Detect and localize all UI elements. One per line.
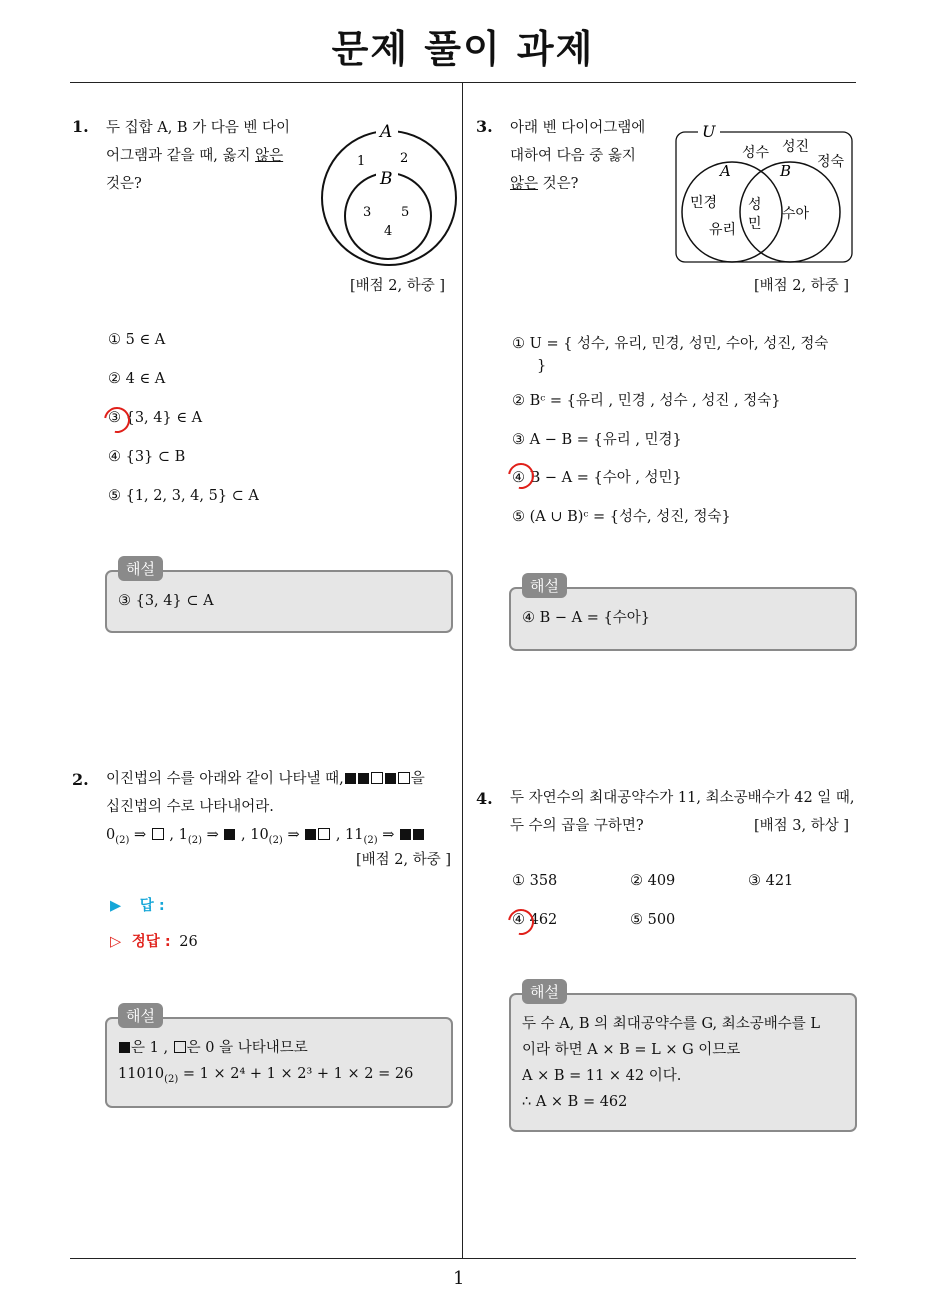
question-number: 3. [476, 117, 493, 136]
choice-2[interactable]: ② 4 ∈ A [108, 371, 166, 387]
binary-examples: $0_{(2)}$ ⇒ , $1_{(2)}$ ⇒ , $10_{(2)}$ ⇒ , $11_{(2)}$ ⇒ [106, 821, 466, 855]
choice-3[interactable]: ③ {3, 4} ∈ A [108, 410, 203, 426]
label-b: B [380, 169, 393, 189]
page-title: 문제 풀이 과제 [331, 27, 595, 71]
choice-1-cont: } [537, 358, 547, 374]
solution-tag: 해설 [522, 979, 567, 1004]
svg-text:성진: 성진 [782, 139, 810, 155]
question-text: 두 자연수의 최대공약수가 11, 최소공배수가 42 일 때, 두 수의 곱을 구하면? [510, 790, 855, 834]
choice-1[interactable]: ① U = { 성수, 유리, 민경, 성민, 수아, 성진, 정숙 [512, 336, 829, 352]
choice-2[interactable]: ② Bᶜ = {유리 , 민경 , 성수 , 성진 , 정숙} [512, 393, 781, 409]
answer-mark [503, 458, 539, 494]
correct-row [110, 930, 198, 951]
elem-5: 5 [401, 205, 410, 220]
svg-text:수아: 수아 [782, 206, 810, 222]
answer-row [110, 894, 165, 915]
set-a-circle [682, 162, 782, 262]
answer-label: 답 : [139, 898, 165, 914]
page-number: 1 [453, 1268, 465, 1289]
triangle-icon: ▷ [110, 934, 122, 950]
score-meta: [배점 3, 하상 ] [754, 818, 850, 834]
set-a-circle [322, 131, 456, 265]
choice-1[interactable]: ① 358 [512, 873, 558, 889]
question-number: 4. [476, 789, 493, 808]
question-number: 2. [72, 770, 89, 789]
solution-tag: 해설 [118, 556, 163, 581]
choice-4[interactable]: ④ B − A = {수아 , 성민} [512, 470, 682, 486]
score-meta: [배점 2, 하중 ] [754, 278, 850, 294]
venn-diagram-q1 [318, 120, 464, 270]
elem-2: 2 [400, 151, 409, 166]
svg-text:민: 민 [748, 216, 762, 232]
answer-mark [99, 402, 135, 438]
question-number: 1. [72, 117, 89, 136]
choice-3[interactable]: ③ A − B = {유리 , 민경} [512, 432, 682, 448]
label-a: A [380, 122, 393, 142]
solution-text: ④ B − A = {수아} [522, 610, 650, 626]
choice-5[interactable]: ⑤ (A ∪ B)ᶜ = {성수, 성진, 정숙} [512, 509, 731, 525]
choice-3[interactable]: ③ 421 [748, 873, 794, 889]
svg-text:성: 성 [748, 197, 762, 213]
score-meta: [배점 2, 하중 ] [356, 852, 452, 868]
bottom-rule [70, 1258, 856, 1259]
svg-text:유리: 유리 [709, 222, 737, 238]
label-a: A [720, 162, 731, 180]
elem-1: 1 [357, 154, 366, 169]
correct-value: 26 [179, 934, 198, 950]
solution-text: ③ {3, 4} ⊂ A [118, 593, 214, 609]
choice-4[interactable]: ④ {3} ⊂ B [108, 449, 186, 465]
score-meta: [배점 2, 하중 ] [350, 278, 446, 294]
label-b: B [780, 162, 792, 180]
play-icon: ▶ [110, 898, 122, 914]
question-text: 이진법의 수를 아래와 같이 나타낼 때, 을 십진법의 수로 나타내어라. $0_{(2)}$ ⇒ , $1_{(2)}$ ⇒ , $10_{(2)}$ ⇒ , $11_{(2)}$ ⇒ [106, 765, 466, 855]
choice-5[interactable]: ⑤ {1, 2, 3, 4, 5} ⊂ A [108, 488, 259, 504]
question-text: 두 집합 A, B 가 다음 벤 다이 어그램과 같을 때, 옳지 않은 것은? [106, 120, 291, 192]
solution-text: 은 1 , 은 0 을 나타내므로 $11010_{(2)} = 1 \times 2^4 + 1 \times 2^3 + 1 \times 2 = 26$ [118, 1040, 414, 1085]
choice-4[interactable]: ④ 462 [512, 912, 558, 928]
svg-text:정숙: 정숙 [817, 154, 845, 170]
question-text: 아래 벤 다이어그램에 대하여 다음 중 옳지 않은 것은? [510, 120, 646, 192]
correct-label: 정답 : [131, 934, 171, 950]
top-rule [70, 82, 856, 83]
solution-tag: 해설 [118, 1003, 163, 1028]
choice-1[interactable]: ① 5 ∈ A [108, 332, 166, 348]
elem-4: 4 [384, 224, 393, 239]
answer-mark [503, 904, 539, 940]
solution-tag: 해설 [522, 573, 567, 598]
solution-text: 두 수 A, B 의 최대공약수를 G, 최소공배수를 L 이라 하면 A × B = L × G 이므로 A × B = 11 × 42 이다. ∴ A × B = 462 [522, 1016, 821, 1110]
elem-3: 3 [363, 205, 372, 220]
choice-2[interactable]: ② 409 [630, 873, 676, 889]
svg-text:민경: 민경 [690, 195, 718, 211]
label-u: U [702, 122, 716, 141]
svg-text:성수: 성수 [742, 145, 770, 161]
choice-5[interactable]: ⑤ 500 [630, 912, 676, 928]
venn-diagram-q3 [672, 120, 858, 268]
